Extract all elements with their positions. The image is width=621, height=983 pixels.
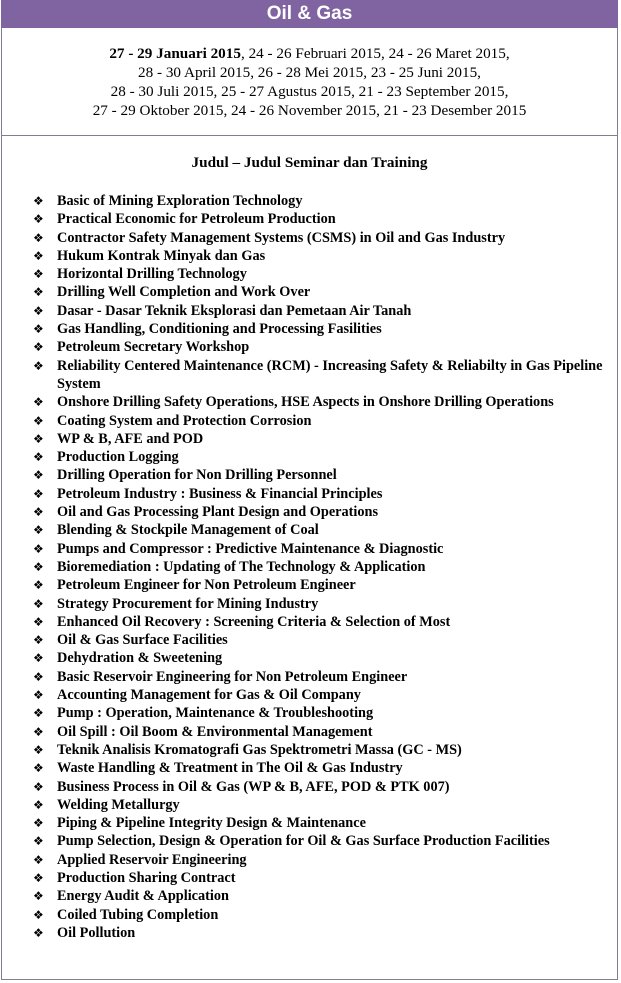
- list-item-label: Onshore Drilling Safety Operations, HSE Aspects in Onshore Drilling Operations: [57, 394, 554, 411]
- list-item: [0, 302, 621, 320]
- diamond-bullet-icon: ❖: [33, 230, 44, 245]
- list-item: [0, 851, 621, 869]
- list-item: [0, 649, 621, 667]
- list-item: [0, 485, 621, 503]
- list-item: [0, 540, 621, 558]
- list-item: [0, 869, 621, 887]
- list-item-label: Practical Economic for Petroleum Production: [57, 211, 336, 228]
- diamond-bullet-icon: ❖: [33, 578, 44, 593]
- schedule-dates: [2, 44, 617, 120]
- diamond-bullet-icon: ❖: [33, 889, 44, 904]
- diamond-bullet-icon: ❖: [33, 358, 44, 373]
- list-item-label: Welding Metallurgy: [57, 796, 180, 813]
- diamond-bullet-icon: ❖: [33, 523, 44, 538]
- diamond-bullet-icon: ❖: [33, 742, 44, 757]
- list-item-label: Hukum Kontrak Minyak dan Gas: [57, 247, 266, 264]
- diamond-bullet-icon: ❖: [33, 340, 44, 355]
- diamond-bullet-icon: ❖: [33, 486, 44, 501]
- list-item: [0, 558, 621, 576]
- list-item-label: Basic Reservoir Engineering for Non Petroleum Engineer: [57, 668, 408, 685]
- list-item-label: Pump Selection, Design & Operation for Oil & Gas Surface Production Facilities: [57, 833, 550, 850]
- list-item-label: Blending & Stockpile Management of Coal: [57, 522, 319, 539]
- list-item: [0, 668, 621, 686]
- diamond-bullet-icon: ❖: [33, 194, 44, 208]
- list-item: [0, 814, 621, 832]
- list-item-label: Dasar - Dasar Teknik Eksplorasi dan Pemetaan Air Tanah: [57, 302, 412, 319]
- list-item: [0, 503, 621, 521]
- diamond-bullet-icon: ❖: [33, 212, 44, 227]
- diamond-bullet-icon: ❖: [33, 596, 44, 611]
- schedule-line-1: [2, 44, 617, 63]
- list-item: [0, 595, 621, 613]
- list-item-label: Oil Spill : Oil Boom & Environmental Management: [57, 723, 373, 740]
- diamond-bullet-icon: ❖: [33, 779, 44, 794]
- diamond-bullet-icon: ❖: [33, 450, 44, 465]
- list-item-label: Strategy Procurement for Mining Industry: [57, 595, 319, 612]
- list-item-label: Petroleum Secretary Workshop: [57, 339, 250, 356]
- diamond-bullet-icon: ❖: [33, 651, 44, 666]
- list-item: [0, 832, 621, 850]
- list-item-label: Pump : Operation, Maintenance & Troubleshooting: [57, 705, 374, 722]
- diamond-bullet-icon: ❖: [33, 285, 44, 300]
- diamond-bullet-icon: ❖: [33, 669, 44, 684]
- diamond-bullet-icon: ❖: [33, 614, 44, 629]
- list-item: [0, 283, 621, 301]
- list-item: [0, 229, 621, 247]
- list-item-label: Drilling Operation for Non Drilling Personnel: [57, 467, 337, 484]
- list-item-label: Reliability Centered Maintenance (RCM) - Increasing Safety & Reliabilty in Gas Pipeline System: [57, 357, 603, 392]
- list-item: [0, 576, 621, 594]
- list-item: [0, 430, 621, 448]
- list-item-label: Oil Pollution: [57, 924, 136, 941]
- list-item: [0, 247, 621, 265]
- list-item-label: Pumps and Compressor : Predictive Maintenance & Diagnostic: [57, 540, 444, 557]
- list-item: [0, 466, 621, 484]
- schedule-line-3: 28 - 30 Juli 2015, 25 - 27 Agustus 2015, 21 - 23 September 2015,: [110, 83, 509, 100]
- list-item: [0, 192, 621, 210]
- list-item: [0, 723, 621, 741]
- list-item-label: Teknik Analisis Kromatografi Gas Spektrometri Massa (GC - MS): [57, 741, 462, 758]
- diamond-bullet-icon: ❖: [33, 761, 44, 776]
- list-item: [0, 265, 621, 283]
- list-item: [0, 924, 621, 942]
- diamond-bullet-icon: ❖: [33, 834, 44, 849]
- diamond-bullet-icon: ❖: [33, 541, 44, 556]
- training-list: [0, 192, 621, 942]
- list-item-label: Drilling Well Completion and Work Over: [57, 284, 311, 301]
- list-item: [0, 448, 621, 466]
- list-item-label: Bioremediation : Updating of The Technology & Application: [57, 558, 426, 575]
- list-item-label: Waste Handling & Treatment in The Oil & Gas Industry: [57, 760, 403, 777]
- diamond-bullet-icon: ❖: [33, 870, 44, 885]
- diamond-bullet-icon: ❖: [33, 724, 44, 739]
- list-item: [0, 887, 621, 905]
- list-item: [0, 613, 621, 631]
- list-item: [0, 796, 621, 814]
- list-item: [0, 759, 621, 777]
- list-item-label: Production Logging: [57, 449, 179, 466]
- list-item: [0, 320, 621, 338]
- list-item: [0, 631, 621, 649]
- list-item-label: WP & B, AFE and POD: [57, 430, 204, 447]
- diamond-bullet-icon: ❖: [33, 797, 44, 812]
- first-date: 27 - 29 Januari 2015: [109, 45, 241, 62]
- diamond-bullet-icon: ❖: [33, 322, 44, 337]
- diamond-bullet-icon: ❖: [33, 505, 44, 520]
- diamond-bullet-icon: ❖: [33, 395, 44, 410]
- list-item-label: Piping & Pipeline Integrity Design & Maintenance: [57, 815, 366, 832]
- list-item-label: Coiled Tubing Completion: [57, 906, 219, 923]
- diamond-bullet-icon: ❖: [33, 688, 44, 703]
- list-item-label: Applied Reservoir Engineering: [57, 851, 247, 868]
- diamond-bullet-icon: ❖: [33, 852, 44, 867]
- section-divider: [2, 135, 617, 136]
- list-item-label: Coating System and Protection Corrosion: [57, 412, 312, 429]
- diamond-bullet-icon: ❖: [33, 907, 44, 922]
- list-item: [0, 412, 621, 430]
- list-item: [0, 704, 621, 722]
- list-item-label: Energy Audit & Application: [57, 888, 229, 905]
- list-item: [0, 357, 621, 394]
- list-item-label: Oil & Gas Surface Facilities: [57, 632, 228, 649]
- list-item-label: Contractor Safety Management Systems (CSMS) in Oil and Gas Industry: [57, 229, 506, 246]
- diamond-bullet-icon: ❖: [33, 431, 44, 446]
- list-item-label: Basic of Mining Exploration Technology: [57, 193, 303, 209]
- schedule-line-4: 27 - 29 Oktober 2015, 24 - 26 November 2015, 21 - 23 Desember 2015: [92, 102, 527, 119]
- list-item: [0, 338, 621, 356]
- list-item-label: Petroleum Industry : Business & Financial Principles: [57, 485, 383, 502]
- diamond-bullet-icon: ❖: [33, 413, 44, 428]
- section-heading: Judul – Judul Seminar dan Training: [191, 154, 428, 171]
- list-item: [0, 778, 621, 796]
- list-item-label: Business Process in Oil & Gas (WP & B, AFE, POD & PTK 007): [57, 778, 450, 795]
- list-item: [0, 521, 621, 539]
- diamond-bullet-icon: ❖: [33, 468, 44, 483]
- list-item: [0, 906, 621, 924]
- schedule-line-2: 28 - 30 April 2015, 26 - 28 Mei 2015, 23 - 25 Juni 2015,: [138, 64, 481, 81]
- diamond-bullet-icon: ❖: [33, 706, 44, 721]
- diamond-bullet-icon: ❖: [33, 925, 44, 940]
- diamond-bullet-icon: ❖: [33, 633, 44, 648]
- list-item-label: Oil and Gas Processing Plant Design and Operations: [57, 504, 379, 521]
- diamond-bullet-icon: ❖: [33, 248, 44, 263]
- list-item-label: Production Sharing Contract: [57, 869, 236, 886]
- diamond-bullet-icon: ❖: [33, 816, 44, 831]
- diamond-bullet-icon: ❖: [33, 267, 44, 282]
- list-item: [0, 210, 621, 228]
- list-item-label: Petroleum Engineer for Non Petroleum Engineer: [57, 577, 356, 594]
- diamond-bullet-icon: ❖: [33, 303, 44, 318]
- list-item: [0, 741, 621, 759]
- page-title: Oil & Gas: [1, 0, 618, 28]
- list-item-label: Gas Handling, Conditioning and Processing Fasilities: [57, 321, 382, 338]
- list-item-label: Accounting Management for Gas & Oil Company: [57, 687, 361, 704]
- list-item-label: Dehydration & Sweetening: [57, 650, 223, 667]
- schedule-line-1-rest: , 24 - 26 Februari 2015, 24 - 26 Maret 2015,: [240, 45, 510, 62]
- list-item: [0, 393, 621, 411]
- list-item: [0, 686, 621, 704]
- diamond-bullet-icon: ❖: [33, 559, 44, 574]
- list-item-label: Enhanced Oil Recovery : Screening Criteria & Selection of Most: [57, 613, 451, 630]
- list-item-label: Horizontal Drilling Technology: [57, 266, 247, 283]
